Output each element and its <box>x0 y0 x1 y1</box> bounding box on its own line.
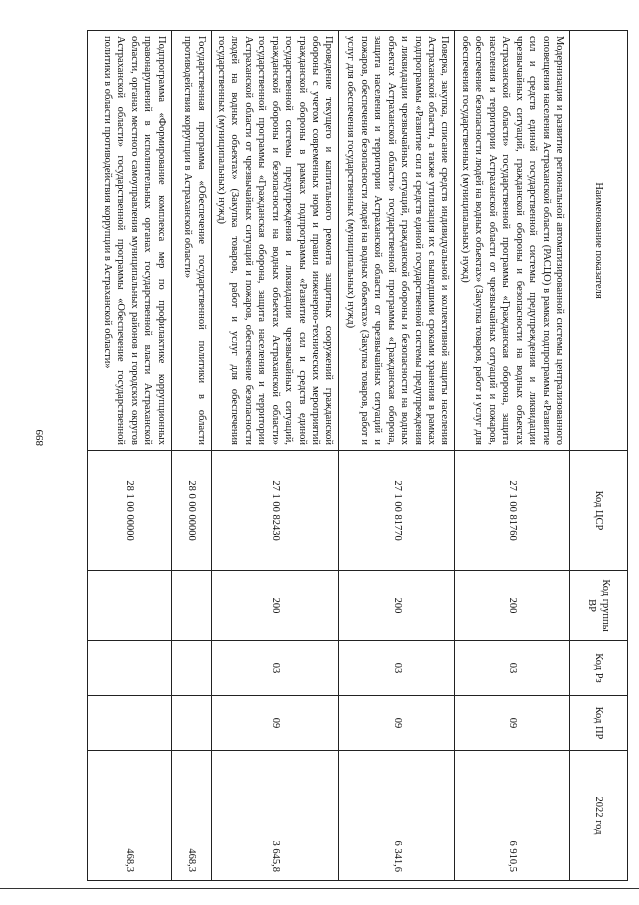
cell-vr: 200 <box>339 571 455 641</box>
table-row <box>171 31 211 881</box>
cell-rz: 03 <box>211 641 339 696</box>
table-row <box>339 31 455 881</box>
cell-year: 468,3 <box>87 751 171 881</box>
cell-vr <box>171 571 211 641</box>
table-row <box>211 31 339 881</box>
cell-year: 6 341,6 <box>339 751 455 881</box>
cell-csr: 28 1 00 00000 <box>87 451 171 571</box>
cell-rz: 03 <box>339 641 455 696</box>
cell-rz <box>171 641 211 696</box>
header-year: 2022 год <box>570 751 628 881</box>
header-csr: Код ЦСР <box>570 451 628 571</box>
cell-year: 6 910,5 <box>455 751 570 881</box>
cell-rz <box>87 641 171 696</box>
cell-pr <box>171 696 211 751</box>
cell-name: Государственная программа «Обеспечение государственной политики в области противодействия коррупции в Астраханской области» <box>171 31 211 451</box>
header-name: Наименование показателя <box>570 31 628 451</box>
cell-name: Проведение текущего и капитального ремонта защитных сооружений гражданской обороны с учетом современных норм и правил инженерно-технических мероприятий гражданской обороны в рамках подпрограммы «Развитие сил и средств единой государственной системы предупреждения и ликвидации чрезвычайных ситуаций, гражданской обороны и безопасности на водных объектах Астраханской области» государственной программы «Гражданская оборона, защита населения и территории Астраханской области от чрезвычайных ситуаций и пожаров, обеспечение безопасности людей на водных объектах» (Закупка товаров, работ и услуг для обеспечения государственных (муниципальных) нужд) <box>211 31 339 451</box>
cell-vr: 200 <box>455 571 570 641</box>
budget-table <box>87 30 628 881</box>
cell-year: 3 645,8 <box>211 751 339 881</box>
table-header-row <box>570 31 628 881</box>
header-rz: Код Рз <box>570 641 628 696</box>
cell-pr: 09 <box>211 696 339 751</box>
table-row <box>455 31 570 881</box>
cell-csr: 28 0 00 00000 <box>171 451 211 571</box>
footer-divider <box>0 888 639 889</box>
cell-csr: 27 1 00 81760 <box>455 451 570 571</box>
cell-pr <box>87 696 171 751</box>
header-pr: Код ПР <box>570 696 628 751</box>
cell-vr: 200 <box>211 571 339 641</box>
cell-csr: 27 1 00 82430 <box>211 451 339 571</box>
page-number: 899 <box>34 429 46 446</box>
cell-pr: 09 <box>339 696 455 751</box>
header-vr: Код группы ВР <box>570 571 628 641</box>
cell-vr <box>87 571 171 641</box>
rotated-table-container <box>96 30 628 880</box>
table-row <box>87 31 171 881</box>
cell-csr: 27 1 00 81770 <box>339 451 455 571</box>
cell-name: Поверка, закупка, списание средств индивидуальной и коллективной защиты населения Астраханской области, а также утилизация их с вышедшими сроками хранения в рамках подпрограммы «Развитие сил и средств единой государственной системы предупреждения и ликвидации чрезвычайных ситуаций, гражданской обороны и безопасности на водных объектах Астраханской области» государственной программы «Гражданская оборона, защита населения и территории Астраханской области от чрезвычайных ситуаций и пожаров, обеспечение безопасности людей на водных объектах» (Закупка товаров, работ и услуг для обеспечения государственных (муниципальных) нужд) <box>339 31 455 451</box>
cell-name: Подпрограмма «Формирование комплекса мер по профилактике коррупционных правонарушений в исполнительных органах государственной власти Астраханской области, органах местного самоуправления муниципальных районов и городских округов Астраханской области» государственной программы «Обеспечение государственной политики в области противодействия коррупции в Астраханской области» <box>87 31 171 451</box>
cell-name: Модернизация и развитие региональной автоматизированной системы централизованного оповещения населения Астраханской области (РАСЦО) в рамках подпрограммы «Развитие сил и средств единой государственной системы предупреждения и ликвидации чрезвычайных ситуаций, гражданской обороны и безопасности на водных объектах Астраханской области» государственной программы «Гражданская оборона, защита населения и территории Астраханской области от чрезвычайных ситуаций и пожаров, обеспечение безопасности людей на водных объектах» (Закупка товаров, работ и услуг для обеспечения государственных (муниципальных) нужд) <box>455 31 570 451</box>
cell-year: 468,3 <box>171 751 211 881</box>
cell-pr: 09 <box>455 696 570 751</box>
cell-rz: 03 <box>455 641 570 696</box>
